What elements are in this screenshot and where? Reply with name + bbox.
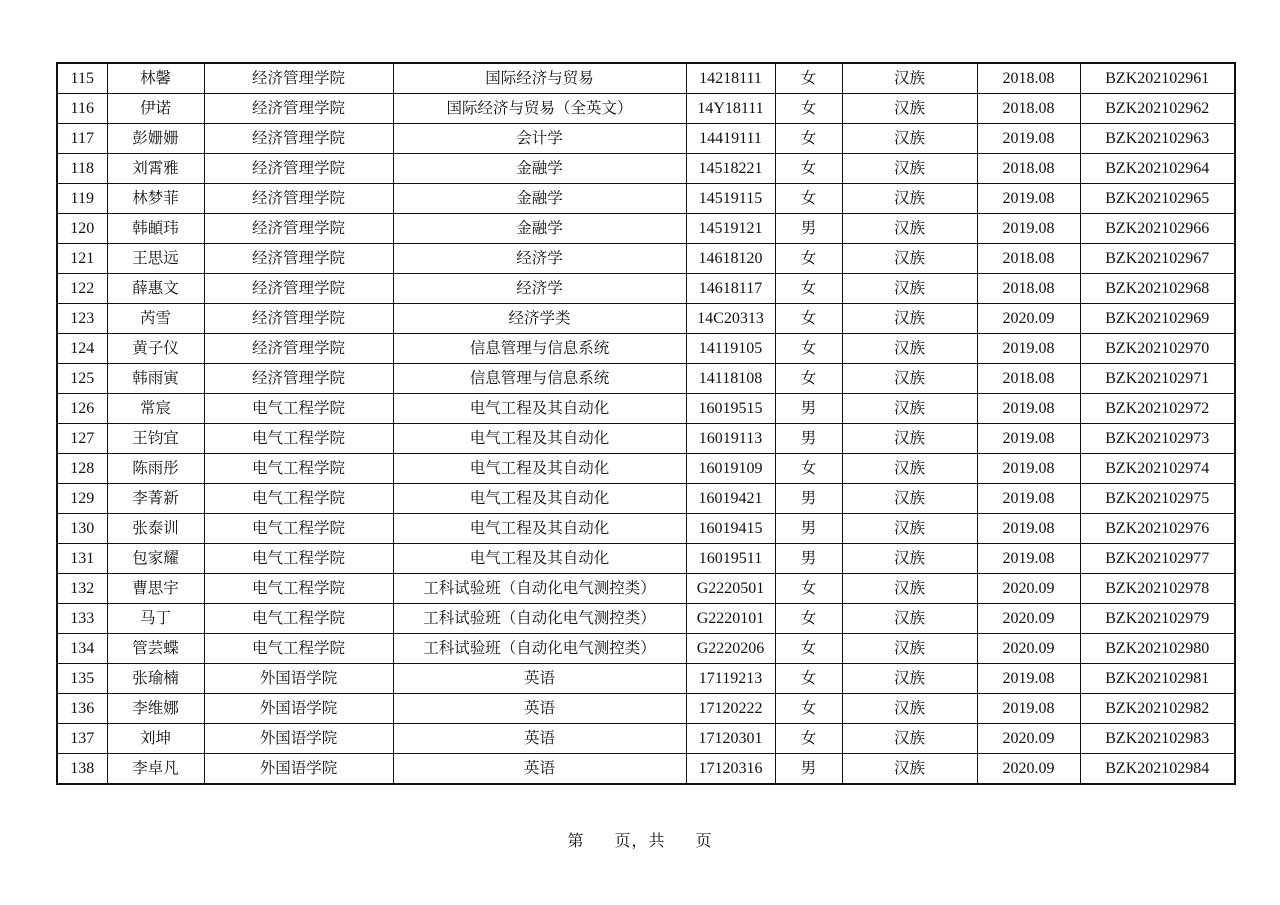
table-row <box>57 94 1235 124</box>
gender-cell: 女 <box>775 634 842 664</box>
entry-date-cell: 2019.08 <box>977 124 1080 154</box>
student-name-cell: 包家耀 <box>107 544 204 574</box>
ethnicity-cell: 汉族 <box>842 184 977 214</box>
student-name-cell: 韩頔玮 <box>107 214 204 244</box>
student-id-cell: 17120316 <box>686 754 775 785</box>
student-id-cell: 16019515 <box>686 394 775 424</box>
student-name-cell: 刘坤 <box>107 724 204 754</box>
table-row <box>57 63 1235 94</box>
row-number-cell: 131 <box>57 544 107 574</box>
student-name-cell: 王思远 <box>107 244 204 274</box>
gender-cell: 男 <box>775 394 842 424</box>
student-id-cell: 16019421 <box>686 484 775 514</box>
entry-date-cell: 2018.08 <box>977 94 1080 124</box>
certificate-number-cell: BZK202102970 <box>1080 334 1235 364</box>
ethnicity-cell: 汉族 <box>842 334 977 364</box>
gender-cell: 女 <box>775 63 842 94</box>
certificate-number-cell: BZK202102975 <box>1080 484 1235 514</box>
certificate-number-cell: BZK202102979 <box>1080 604 1235 634</box>
college-cell: 电气工程学院 <box>204 514 393 544</box>
row-number-cell: 125 <box>57 364 107 394</box>
major-cell: 国际经济与贸易（全英文） <box>393 94 686 124</box>
table-row <box>57 694 1235 724</box>
certificate-number-cell: BZK202102976 <box>1080 514 1235 544</box>
entry-date-cell: 2020.09 <box>977 634 1080 664</box>
certificate-number-cell: BZK202102981 <box>1080 664 1235 694</box>
major-cell: 经济学类 <box>393 304 686 334</box>
ethnicity-cell: 汉族 <box>842 304 977 334</box>
student-name-cell: 常宸 <box>107 394 204 424</box>
ethnicity-cell: 汉族 <box>842 154 977 184</box>
student-name-cell: 陈雨彤 <box>107 454 204 484</box>
row-number-cell: 128 <box>57 454 107 484</box>
entry-date-cell: 2020.09 <box>977 304 1080 334</box>
entry-date-cell: 2018.08 <box>977 154 1080 184</box>
ethnicity-cell: 汉族 <box>842 244 977 274</box>
certificate-number-cell: BZK202102977 <box>1080 544 1235 574</box>
college-cell: 经济管理学院 <box>204 94 393 124</box>
ethnicity-cell: 汉族 <box>842 424 977 454</box>
page-label-prefix: 第 <box>567 831 585 850</box>
student-name-cell: 芮雪 <box>107 304 204 334</box>
college-cell: 电气工程学院 <box>204 484 393 514</box>
row-number-cell: 135 <box>57 664 107 694</box>
table-row <box>57 424 1235 454</box>
college-cell: 电气工程学院 <box>204 544 393 574</box>
table-row <box>57 394 1235 424</box>
row-number-cell: 123 <box>57 304 107 334</box>
row-number-cell: 122 <box>57 274 107 304</box>
student-name-cell: 林梦菲 <box>107 184 204 214</box>
certificate-number-cell: BZK202102980 <box>1080 634 1235 664</box>
entry-date-cell: 2019.08 <box>977 424 1080 454</box>
page-label-suffix: 页 <box>695 831 713 850</box>
certificate-number-cell: BZK202102964 <box>1080 154 1235 184</box>
certificate-number-cell: BZK202102963 <box>1080 124 1235 154</box>
college-cell: 经济管理学院 <box>204 184 393 214</box>
row-number-cell: 136 <box>57 694 107 724</box>
gender-cell: 女 <box>775 94 842 124</box>
student-id-cell: 17120222 <box>686 694 775 724</box>
student-name-cell: 伊诺 <box>107 94 204 124</box>
entry-date-cell: 2019.08 <box>977 484 1080 514</box>
ethnicity-cell: 汉族 <box>842 274 977 304</box>
major-cell: 金融学 <box>393 154 686 184</box>
student-id-cell: 16019109 <box>686 454 775 484</box>
row-number-cell: 117 <box>57 124 107 154</box>
ethnicity-cell: 汉族 <box>842 394 977 424</box>
college-cell: 外国语学院 <box>204 754 393 785</box>
certificate-number-cell: BZK202102967 <box>1080 244 1235 274</box>
table-row <box>57 754 1235 785</box>
major-cell: 信息管理与信息系统 <box>393 364 686 394</box>
ethnicity-cell: 汉族 <box>842 694 977 724</box>
student-id-cell: 14618120 <box>686 244 775 274</box>
entry-date-cell: 2019.08 <box>977 184 1080 214</box>
table-row <box>57 544 1235 574</box>
row-number-cell: 115 <box>57 63 107 94</box>
gender-cell: 女 <box>775 574 842 604</box>
ethnicity-cell: 汉族 <box>842 454 977 484</box>
student-name-cell: 黄子仪 <box>107 334 204 364</box>
student-name-cell: 李卓凡 <box>107 754 204 785</box>
entry-date-cell: 2018.08 <box>977 63 1080 94</box>
major-cell: 金融学 <box>393 214 686 244</box>
table-row <box>57 634 1235 664</box>
row-number-cell: 118 <box>57 154 107 184</box>
entry-date-cell: 2019.08 <box>977 454 1080 484</box>
entry-date-cell: 2019.08 <box>977 214 1080 244</box>
table-row <box>57 274 1235 304</box>
gender-cell: 女 <box>775 184 842 214</box>
student-id-cell: 14218111 <box>686 63 775 94</box>
college-cell: 电气工程学院 <box>204 604 393 634</box>
gender-cell: 女 <box>775 724 842 754</box>
major-cell: 电气工程及其自动化 <box>393 544 686 574</box>
table-row <box>57 664 1235 694</box>
table-row <box>57 244 1235 274</box>
row-number-cell: 137 <box>57 724 107 754</box>
ethnicity-cell: 汉族 <box>842 484 977 514</box>
major-cell: 英语 <box>393 694 686 724</box>
entry-date-cell: 2018.08 <box>977 244 1080 274</box>
student-name-cell: 李维娜 <box>107 694 204 724</box>
student-name-cell: 林馨 <box>107 63 204 94</box>
student-id-cell: G2220206 <box>686 634 775 664</box>
college-cell: 电气工程学院 <box>204 634 393 664</box>
entry-date-cell: 2019.08 <box>977 694 1080 724</box>
major-cell: 金融学 <box>393 184 686 214</box>
ethnicity-cell: 汉族 <box>842 124 977 154</box>
student-name-cell: 李菁新 <box>107 484 204 514</box>
college-cell: 电气工程学院 <box>204 454 393 484</box>
gender-cell: 女 <box>775 124 842 154</box>
certificate-number-cell: BZK202102978 <box>1080 574 1235 604</box>
gender-cell: 女 <box>775 454 842 484</box>
college-cell: 外国语学院 <box>204 664 393 694</box>
certificate-number-cell: BZK202102968 <box>1080 274 1235 304</box>
gender-cell: 男 <box>775 754 842 785</box>
student-id-cell: 14519121 <box>686 214 775 244</box>
student-id-cell: 14Y18111 <box>686 94 775 124</box>
table-row <box>57 154 1235 184</box>
gender-cell: 女 <box>775 664 842 694</box>
major-cell: 工科试验班（自动化电气测控类） <box>393 574 686 604</box>
major-cell: 国际经济与贸易 <box>393 63 686 94</box>
ethnicity-cell: 汉族 <box>842 664 977 694</box>
certificate-number-cell: BZK202102971 <box>1080 364 1235 394</box>
table-row <box>57 304 1235 334</box>
entry-date-cell: 2019.08 <box>977 394 1080 424</box>
student-name-cell: 王钧宜 <box>107 424 204 454</box>
college-cell: 电气工程学院 <box>204 394 393 424</box>
ethnicity-cell: 汉族 <box>842 544 977 574</box>
college-cell: 经济管理学院 <box>204 244 393 274</box>
student-id-cell: 14C20313 <box>686 304 775 334</box>
table-row <box>57 484 1235 514</box>
student-id-cell: 14419111 <box>686 124 775 154</box>
student-id-cell: 14118108 <box>686 364 775 394</box>
entry-date-cell: 2019.08 <box>977 334 1080 364</box>
student-name-cell: 张瑜楠 <box>107 664 204 694</box>
gender-cell: 男 <box>775 484 842 514</box>
student-id-cell: 17120301 <box>686 724 775 754</box>
certificate-number-cell: BZK202102984 <box>1080 754 1235 785</box>
student-name-cell: 彭姗姗 <box>107 124 204 154</box>
gender-cell: 女 <box>775 154 842 184</box>
major-cell: 经济学 <box>393 244 686 274</box>
gender-cell: 女 <box>775 244 842 274</box>
row-number-cell: 132 <box>57 574 107 604</box>
gender-cell: 女 <box>775 334 842 364</box>
certificate-number-cell: BZK202102962 <box>1080 94 1235 124</box>
major-cell: 会计学 <box>393 124 686 154</box>
student-name-cell: 刘霄雅 <box>107 154 204 184</box>
certificate-number-cell: BZK202102966 <box>1080 214 1235 244</box>
major-cell: 英语 <box>393 754 686 785</box>
table-row <box>57 724 1235 754</box>
gender-cell: 女 <box>775 694 842 724</box>
row-number-cell: 130 <box>57 514 107 544</box>
ethnicity-cell: 汉族 <box>842 514 977 544</box>
gender-cell: 男 <box>775 214 842 244</box>
student-roster-table <box>56 62 1236 785</box>
page-label-middle: 页，共 <box>614 831 666 850</box>
college-cell: 经济管理学院 <box>204 274 393 304</box>
row-number-cell: 124 <box>57 334 107 364</box>
college-cell: 经济管理学院 <box>204 334 393 364</box>
row-number-cell: 126 <box>57 394 107 424</box>
certificate-number-cell: BZK202102973 <box>1080 424 1235 454</box>
row-number-cell: 116 <box>57 94 107 124</box>
major-cell: 电气工程及其自动化 <box>393 424 686 454</box>
table-row <box>57 184 1235 214</box>
entry-date-cell: 2019.08 <box>977 544 1080 574</box>
student-id-cell: 16019511 <box>686 544 775 574</box>
college-cell: 经济管理学院 <box>204 304 393 334</box>
student-id-cell: 14518221 <box>686 154 775 184</box>
college-cell: 电气工程学院 <box>204 424 393 454</box>
student-id-cell: G2220101 <box>686 604 775 634</box>
certificate-number-cell: BZK202102974 <box>1080 454 1235 484</box>
ethnicity-cell: 汉族 <box>842 94 977 124</box>
row-number-cell: 121 <box>57 244 107 274</box>
college-cell: 外国语学院 <box>204 694 393 724</box>
student-id-cell: 17119213 <box>686 664 775 694</box>
ethnicity-cell: 汉族 <box>842 754 977 785</box>
gender-cell: 女 <box>775 364 842 394</box>
student-name-cell: 韩雨寅 <box>107 364 204 394</box>
college-cell: 外国语学院 <box>204 724 393 754</box>
student-id-cell: 14519115 <box>686 184 775 214</box>
major-cell: 电气工程及其自动化 <box>393 514 686 544</box>
table-row <box>57 604 1235 634</box>
student-id-cell: 14119105 <box>686 334 775 364</box>
major-cell: 工科试验班（自动化电气测控类） <box>393 634 686 664</box>
major-cell: 电气工程及其自动化 <box>393 454 686 484</box>
table-row <box>57 334 1235 364</box>
college-cell: 经济管理学院 <box>204 364 393 394</box>
row-number-cell: 133 <box>57 604 107 634</box>
table-row <box>57 574 1235 604</box>
row-number-cell: 129 <box>57 484 107 514</box>
entry-date-cell: 2020.09 <box>977 604 1080 634</box>
entry-date-cell: 2020.09 <box>977 574 1080 604</box>
certificate-number-cell: BZK202102961 <box>1080 63 1235 94</box>
table-row <box>57 214 1235 244</box>
college-cell: 经济管理学院 <box>204 214 393 244</box>
major-cell: 经济学 <box>393 274 686 304</box>
gender-cell: 男 <box>775 514 842 544</box>
ethnicity-cell: 汉族 <box>842 634 977 664</box>
student-name-cell: 管芸蝶 <box>107 634 204 664</box>
gender-cell: 男 <box>775 544 842 574</box>
student-name-cell: 张泰训 <box>107 514 204 544</box>
ethnicity-cell: 汉族 <box>842 63 977 94</box>
table-row <box>57 454 1235 484</box>
entry-date-cell: 2019.08 <box>977 514 1080 544</box>
student-id-cell: 14618117 <box>686 274 775 304</box>
row-number-cell: 127 <box>57 424 107 454</box>
row-number-cell: 138 <box>57 754 107 785</box>
table-row <box>57 124 1235 154</box>
certificate-number-cell: BZK202102982 <box>1080 694 1235 724</box>
certificate-number-cell: BZK202102972 <box>1080 394 1235 424</box>
gender-cell: 女 <box>775 274 842 304</box>
major-cell: 信息管理与信息系统 <box>393 334 686 364</box>
student-name-cell: 曹思宇 <box>107 574 204 604</box>
student-name-cell: 薛惠文 <box>107 274 204 304</box>
ethnicity-cell: 汉族 <box>842 364 977 394</box>
certificate-number-cell: BZK202102983 <box>1080 724 1235 754</box>
student-id-cell: 16019415 <box>686 514 775 544</box>
gender-cell: 女 <box>775 304 842 334</box>
gender-cell: 女 <box>775 604 842 634</box>
roster-body <box>57 63 1235 784</box>
certificate-number-cell: BZK202102969 <box>1080 304 1235 334</box>
student-id-cell: G2220501 <box>686 574 775 604</box>
major-cell: 英语 <box>393 664 686 694</box>
major-cell: 电气工程及其自动化 <box>393 484 686 514</box>
college-cell: 经济管理学院 <box>204 154 393 184</box>
entry-date-cell: 2019.08 <box>977 664 1080 694</box>
student-name-cell: 马丁 <box>107 604 204 634</box>
row-number-cell: 134 <box>57 634 107 664</box>
college-cell: 电气工程学院 <box>204 574 393 604</box>
table-row <box>57 514 1235 544</box>
row-number-cell: 120 <box>57 214 107 244</box>
row-number-cell: 119 <box>57 184 107 214</box>
gender-cell: 男 <box>775 424 842 454</box>
college-cell: 经济管理学院 <box>204 124 393 154</box>
entry-date-cell: 2020.09 <box>977 754 1080 785</box>
ethnicity-cell: 汉族 <box>842 214 977 244</box>
major-cell: 工科试验班（自动化电气测控类） <box>393 604 686 634</box>
entry-date-cell: 2018.08 <box>977 364 1080 394</box>
major-cell: 英语 <box>393 724 686 754</box>
table-row <box>57 364 1235 394</box>
major-cell: 电气工程及其自动化 <box>393 394 686 424</box>
ethnicity-cell: 汉族 <box>842 574 977 604</box>
ethnicity-cell: 汉族 <box>842 604 977 634</box>
entry-date-cell: 2018.08 <box>977 274 1080 304</box>
entry-date-cell: 2020.09 <box>977 724 1080 754</box>
student-id-cell: 16019113 <box>686 424 775 454</box>
college-cell: 经济管理学院 <box>204 63 393 94</box>
ethnicity-cell: 汉族 <box>842 724 977 754</box>
certificate-number-cell: BZK202102965 <box>1080 184 1235 214</box>
page-footer <box>0 828 1280 851</box>
